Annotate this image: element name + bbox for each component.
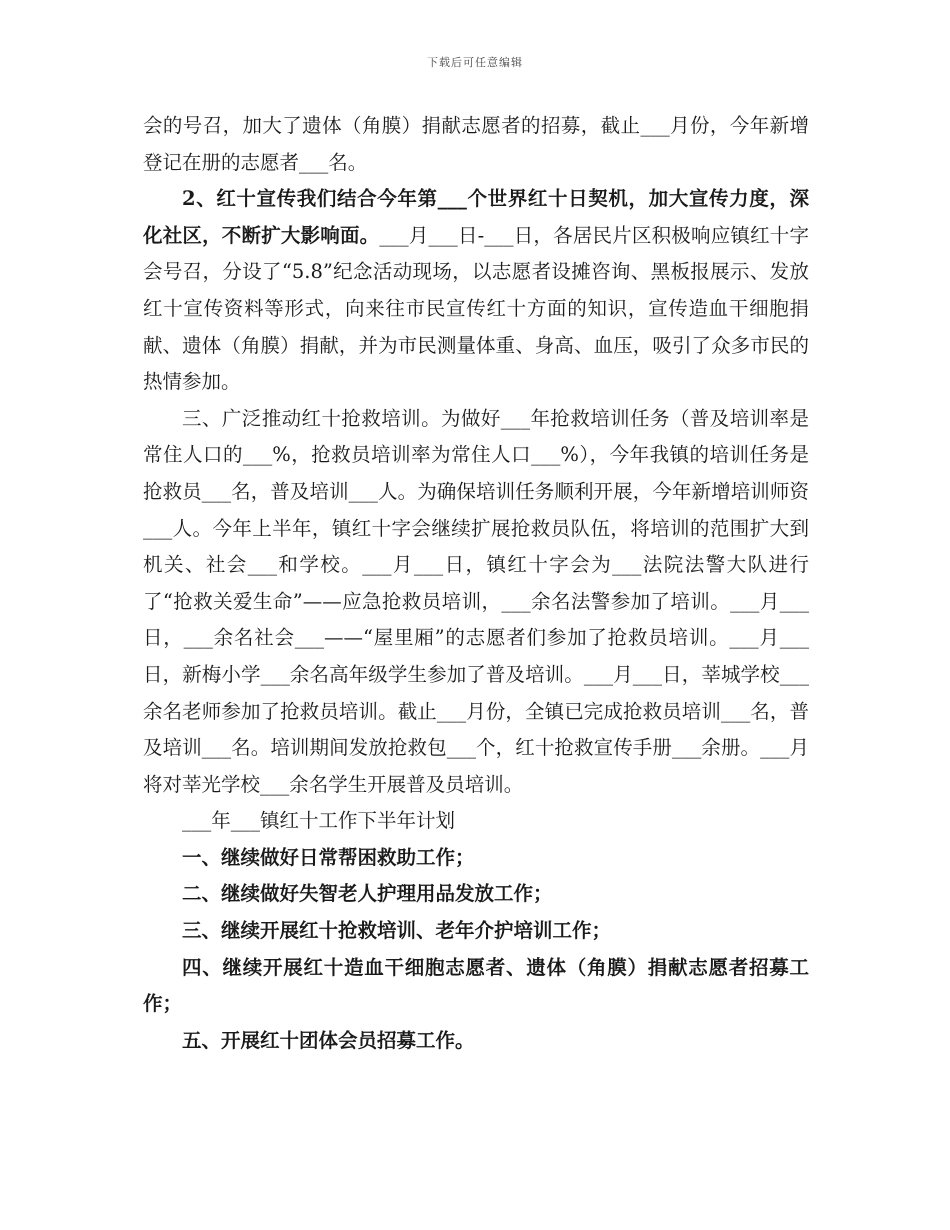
- plan-item-2: 二、继续做好失智老人护理用品发放工作；: [182, 882, 553, 906]
- paragraph-publicity: [143, 181, 809, 401]
- plan-item-4: 四、继续开展红十造血干细胞志愿者、遗体（角膜）捐献志愿者招募工作；: [143, 955, 809, 1016]
- paragraph-volunteer-recruitment: 会的号召，加大了遗体（角膜）捐献志愿者的招募，截止___月份，今年新增登记在册的志愿者___名。: [143, 114, 809, 174]
- document-body: [143, 108, 809, 1059]
- paragraph-publicity-heading: 2、红十宣传我们结合今年第___个世界红十日契机，加大宣传力度，深化社区，不断扩大影响面。: [143, 187, 809, 247]
- plan-item-5: 五、开展红十团体会员招募工作。: [182, 1028, 475, 1052]
- paragraph-training: 三、广泛推动红十抢救培训。为做好___年抢救培训任务（普及培训率是常住人口的___%，抢救员培训率为常住人口___%），今年我镇的培训任务是抢救员___名，普及培训___人。为确保培训任务顺利开展，今年新增培训师资___人。今年上半年，镇红十字会继续扩展抢救员队伍，将培训的范围扩大到机关、社会___和学校。___月___日，镇红十字会为___法院法警大队进行了“抢救关爱生命”——应急抢救员培训，___余名法警参加了培训。___月___日，___余名社会___——“屋里厢”的志愿者们参加了抢救员培训。___月___日，新梅小学___余名高年级学生参加了普及培训。___月___日，莘城学校___余名老师参加了抢救员培训。截止___月份，全镇已完成抢救员培训___名，普及培训___名。培训期间发放抢救包___个，红十抢救宣传手册___余册。___月将对莘光学校___余名学生开展普及员培训。: [143, 406, 809, 796]
- page-header: 下载后可任意编辑: [427, 56, 523, 69]
- plan-item-3: 三、继续开展红十抢救培训、老年介护培训工作；: [182, 919, 612, 943]
- plan-item-1: 一、继续做好日常帮困救助工作；: [182, 845, 475, 869]
- plan-title: ___年___镇红十工作下半年计划: [182, 809, 456, 833]
- paragraph-publicity-body: ___月___日-___日，各居民片区积极响应镇红十字会号召，分设了“5.8”纪念活动现场，以志愿者设摊咨询、黑板报展示、发放红十宣传资料等形式，向来往市民宣传红十方面的知识，宣传造血干细胞捐献、遗体（角膜）捐献，并为市民测量体重、身高、血压，吸引了众多市民的热情参加。: [143, 223, 809, 394]
